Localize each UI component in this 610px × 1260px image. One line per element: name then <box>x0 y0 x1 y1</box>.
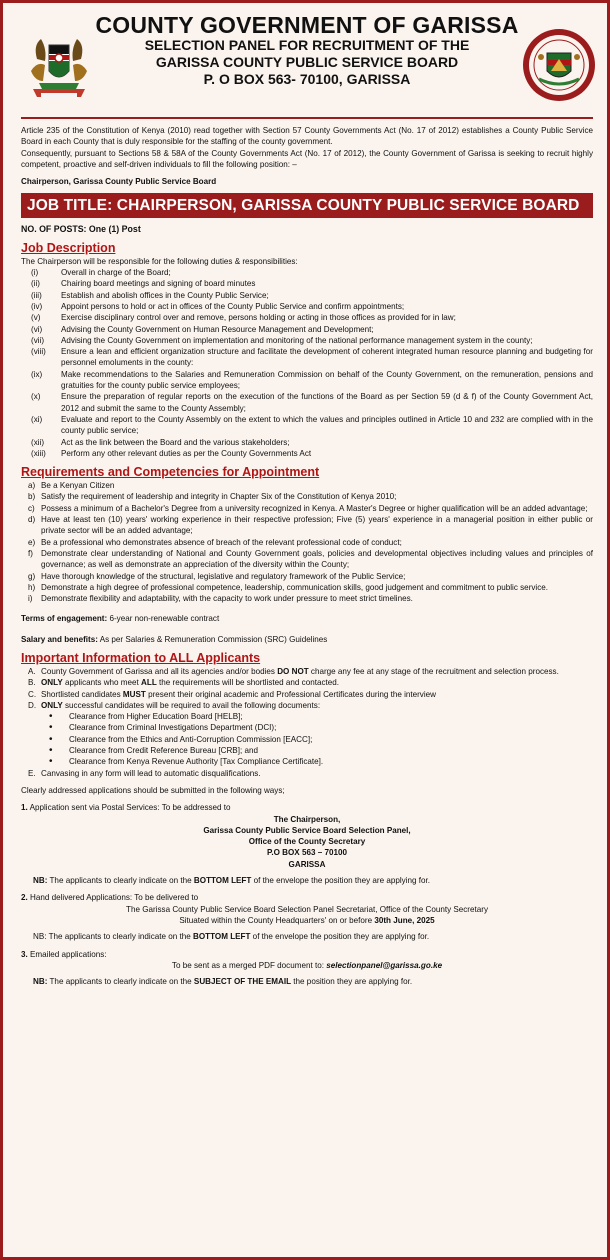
number-of-posts: NO. OF POSTS: One (1) Post <box>21 224 141 235</box>
address-line: The Chairperson, <box>273 814 341 824</box>
deadline-date: 30th June, 2025 <box>374 915 435 925</box>
requirement-letter: i) <box>28 594 33 604</box>
requirement-letter: e) <box>28 537 36 547</box>
item-text: County Government of Garissa and all its agencies and/or bodies <box>41 666 278 676</box>
hand-delivery-method <box>21 892 593 903</box>
item-letter: E. <box>28 768 36 778</box>
duty-text: Appoint persons to hold or act in offices of the County Public Service and confirm appointments; <box>61 301 405 311</box>
email-line <box>21 960 593 971</box>
important-item-d <box>21 700 593 711</box>
nb-emphasis: SUBJECT OF THE EMAIL <box>193 977 292 987</box>
job-description-heading: Job Description <box>21 240 116 255</box>
requirement-item <box>21 491 593 502</box>
job-title-banner: JOB TITLE: CHAIRPERSON, GARISSA COUNTY PUBLIC SERVICE BOARD <box>21 193 593 218</box>
item-emphasis: ONLY <box>41 678 63 688</box>
duty-item <box>21 414 593 437</box>
requirement-letter: c) <box>28 503 35 513</box>
duty-item <box>21 324 593 335</box>
important-item-b <box>21 677 593 688</box>
duty-text: Make recommendations to the Salaries and Remuneration Commission on behalf of the County Government, on the remuneration, pensions and gratuities for the county public service employees; <box>61 369 593 391</box>
item-emphasis: MUST <box>122 689 146 699</box>
method-text: Application sent via Postal Services: To be addressed to <box>29 803 231 813</box>
requirement-text: Demonstrate flexibility and adaptability, with the capacity to work under pressure to meet strict timelines. <box>41 594 413 604</box>
requirement-item <box>21 514 593 537</box>
duty-item <box>21 278 593 289</box>
duty-text: Advising the County Government on implementation and monitoring of the national performance management system in the county; <box>61 335 533 345</box>
important-info-list <box>21 666 593 711</box>
nb-label: NB: <box>33 977 48 987</box>
panel-subtitle-2: GARISSA COUNTY PUBLIC SERVICE BOARD <box>155 54 459 70</box>
duty-item <box>21 290 593 301</box>
method-text: Hand delivered Applications: To be delivered to <box>30 893 199 903</box>
email-nb <box>21 976 593 987</box>
intro-section <box>21 125 593 187</box>
duty-number: (x) <box>31 392 41 402</box>
hand-delivery-line-2 <box>21 915 593 926</box>
duty-number: (iii) <box>31 290 42 300</box>
duty-number: (viii) <box>31 347 46 357</box>
terms-value: 6-year non-renewable contract <box>109 614 220 624</box>
duty-text: Overall in charge of the Board; <box>61 268 171 278</box>
duty-number: (v) <box>31 313 41 323</box>
deadline-text: Situated within the County Headquarters' on or before <box>179 915 375 925</box>
intro-paragraph-2: Consequently, pursuant to Sections 58 & 58A of the County Governments Act (No. 17 of 2012), the County Government of Garissa is seeking to recruit highly competent, proactive and self-driven individuals to fill the following position: – <box>21 148 593 169</box>
duty-number: (ii) <box>31 279 40 289</box>
important-info-list-end <box>21 768 593 779</box>
terms-of-engagement <box>21 613 593 624</box>
hand-delivery-nb <box>21 931 593 942</box>
email-method <box>21 949 593 960</box>
requirement-text: Be a professional who demonstrates absence of breach of the relevant professional code of conduct; <box>41 537 402 547</box>
important-info-heading: Important Information to ALL Applicants <box>21 650 261 665</box>
duty-item <box>21 301 593 312</box>
item-text: charge any fee at any stage of the recruitment and selection process. <box>308 666 559 676</box>
duty-item <box>21 312 593 323</box>
panel-subtitle-1: SELECTION PANEL FOR RECRUITMENT OF THE <box>144 37 470 53</box>
method-number: 2. <box>21 893 28 903</box>
duty-text: Act as the link between the Board and the various stakeholders; <box>61 437 290 447</box>
postal-address-block <box>21 814 593 870</box>
requirement-text: Demonstrate clear understanding of National and County Government goals, policies and developmental objectives including values and principles of governance; as well as demonstrate an appreciation of the diversity within the County; <box>41 548 593 570</box>
nb-text: of the envelope the position they are applying for. <box>250 932 430 942</box>
item-text: Canvasing in any form will lead to automatic disqualifications. <box>41 768 261 778</box>
clearance-documents-list <box>21 711 593 767</box>
item-emphasis: ONLY <box>41 700 63 710</box>
nb-text: NB: The applicants to clearly indicate on the <box>33 932 194 942</box>
item-text: the requirements will be shortlisted and contacted. <box>156 678 339 688</box>
letterhead <box>21 13 593 113</box>
duty-text: Ensure the preparation of regular reports on the execution of the functions of the Board as per Section 59 (d & f) of the County Government Act, 2012 and submit the same to the County Assembly; <box>61 392 593 413</box>
salary-and-benefits <box>21 634 593 645</box>
requirement-item <box>21 582 593 593</box>
item-emphasis: ALL <box>141 678 157 688</box>
address-line: Office of the County Secretary <box>248 837 366 847</box>
method-text: Emailed applications: <box>30 949 107 959</box>
document-item: • Clearance from Kenya Revenue Authority [Tax Compliance Certificate]. <box>49 756 593 767</box>
item-text: Shortlisted candidates <box>41 689 123 699</box>
address-line: Garissa County Public Service Board Selection Panel, <box>203 825 411 835</box>
duty-item <box>21 448 593 459</box>
postal-method <box>21 802 593 813</box>
submission-lead: Clearly addressed applications should be submitted in the following ways; <box>21 785 285 795</box>
nb-emphasis: BOTTOM LEFT <box>193 876 252 886</box>
item-letter: D. <box>28 700 37 710</box>
item-letter: B. <box>28 678 36 688</box>
requirement-item <box>21 593 593 604</box>
intro-paragraph-1: Article 235 of the Constitution of Kenya (2010) read together with Section 57 County Governments Act (No. 17 of 2012) establishes a County Public Service Board in each County that is duly responsible for the staffing of the county government. <box>21 126 593 147</box>
hand-delivery-line-1: The Garissa County Public Service Board Selection Panel Secretariat, Office of the County Secretary <box>126 904 488 914</box>
nb-text: The applicants to clearly indicate on the <box>47 977 194 987</box>
kenya-coat-of-arms-icon <box>23 31 95 103</box>
duty-number: (i) <box>31 268 39 278</box>
requirement-text: Satisfy the requirement of leadership and integrity in Chapter Six of the Constitution of Kenya 2010; <box>41 492 397 502</box>
duty-item <box>21 369 593 392</box>
item-letter: C. <box>28 689 37 699</box>
requirement-text: Be a Kenyan Citizen <box>41 481 115 491</box>
item-emphasis: DO NOT <box>277 666 309 676</box>
email-address-link[interactable]: selectionpanel@garissa.go.ke <box>326 960 443 970</box>
requirement-text: Possess a minimum of a Bachelor's Degree from a university recognized in Kenya. A Master's Degree or higher qualification will be an added advantage; <box>41 503 588 513</box>
duty-text: Perform any other relevant duties as per the County Governments Act <box>61 448 312 458</box>
item-text: applicants who meet <box>62 678 142 688</box>
document-item: • Clearance from Criminal Investigations Department (DCI); <box>49 722 593 733</box>
item-text: successful candidates will be required to avail the following documents: <box>62 700 321 710</box>
item-letter: A. <box>28 666 36 676</box>
duty-number: (xi) <box>31 414 43 424</box>
requirement-item <box>21 503 593 514</box>
requirement-text: Have at least ten (10) years' working experience in their respective profession; Five (5) years' experience in a managerial position in either public or private sector will be an added advantage; <box>41 515 593 536</box>
county-title: COUNTY GOVERNMENT OF GARISSA <box>95 12 519 38</box>
duty-number: (xii) <box>31 437 45 447</box>
address-line: P.O BOX 563 – 70100 <box>267 848 347 858</box>
nb-emphasis: BOTTOM LEFT <box>193 932 251 942</box>
duty-text: Establish and abolish offices in the County Public Service; <box>61 290 269 300</box>
nb-text: the position they are applying for. <box>291 977 413 987</box>
requirement-letter: b) <box>28 492 36 502</box>
job-description-lead: The Chairperson will be responsible for the following duties & responsibilities: <box>21 256 298 266</box>
requirement-letter: g) <box>28 571 36 581</box>
requirement-text: Demonstrate a high degree of professional competence, leadership, communication skills, good judgement and commitment to public service. <box>41 582 549 592</box>
duty-item <box>21 346 593 369</box>
garissa-county-seal-icon <box>521 27 597 103</box>
requirements-heading: Requirements and Competencies for Appointment <box>21 465 320 480</box>
method-number: 1. <box>21 803 28 813</box>
duty-item <box>21 267 593 278</box>
duty-text: Ensure a lean and efficient organization structure and facilitate the development of coherent integrated human resource planning and budgeting for personnel emoluments in the county: <box>61 347 593 368</box>
requirement-letter: h) <box>28 582 36 592</box>
duties-list <box>21 267 593 459</box>
method-number: 3. <box>21 949 28 959</box>
duty-item <box>21 391 593 414</box>
document-item: • Clearance from Higher Education Board [HELB]; <box>49 711 593 722</box>
address-line: GARISSA <box>288 859 326 869</box>
nb-text: The applicants to clearly indicate on the <box>47 876 194 886</box>
nb-label: NB: <box>33 876 48 886</box>
document-item: • Clearance from Credit Reference Bureau [CRB]; and <box>49 745 593 756</box>
duty-number: (ix) <box>31 369 43 379</box>
position-line: Chairperson, Garissa County Public Service Board <box>21 177 217 187</box>
requirement-item <box>21 571 593 582</box>
requirement-item <box>21 480 593 491</box>
requirement-letter: f) <box>28 548 33 558</box>
header-divider <box>21 117 593 119</box>
requirement-item <box>21 537 593 548</box>
postal-address: P. O BOX 563- 70100, GARISSA <box>203 71 411 87</box>
requirement-letter: d) <box>28 515 36 525</box>
item-text: present their original academic and Professional Certificates during the interview <box>145 689 437 699</box>
duty-item <box>21 437 593 448</box>
duty-number: (iv) <box>31 301 43 311</box>
postal-nb <box>21 875 593 886</box>
requirement-text: Have thorough knowledge of the structural, legislative and regulatory framework of the Public Service; <box>41 571 406 581</box>
duty-text: Chairing board meetings and signing of board minutes <box>61 279 256 289</box>
nb-text: of the envelope the position they are applying for. <box>251 876 430 886</box>
requirement-letter: a) <box>28 481 36 491</box>
salary-label: Salary and benefits: <box>21 634 98 644</box>
requirement-item <box>21 548 593 571</box>
duty-text: Exercise disciplinary control over and remove, persons holding or acting in those offices as provided for in law; <box>61 313 456 323</box>
important-item-e <box>21 768 593 779</box>
duty-text: Evaluate and report to the County Assembly on the extent to which the values and principles outlined in Article 10 and 232 are complied with in the county public service; <box>61 414 593 436</box>
document-item: • Clearance from the Ethics and Anti-Corruption Commission [EACC]; <box>49 734 593 745</box>
important-item-c <box>21 689 593 700</box>
terms-label: Terms of engagement: <box>21 614 108 624</box>
duty-number: (vi) <box>31 324 43 334</box>
duty-text: Advising the County Government on Human Resource Management and Development; <box>61 324 374 334</box>
duty-item <box>21 335 593 346</box>
duty-number: (xiii) <box>31 448 46 458</box>
email-lead: To be sent as a merged PDF document to: <box>171 960 327 970</box>
duty-number: (vii) <box>31 335 45 345</box>
requirements-list <box>21 480 593 604</box>
salary-value: As per Salaries & Remuneration Commission (SRC) Guidelines <box>99 634 328 644</box>
important-item-a <box>21 666 593 677</box>
